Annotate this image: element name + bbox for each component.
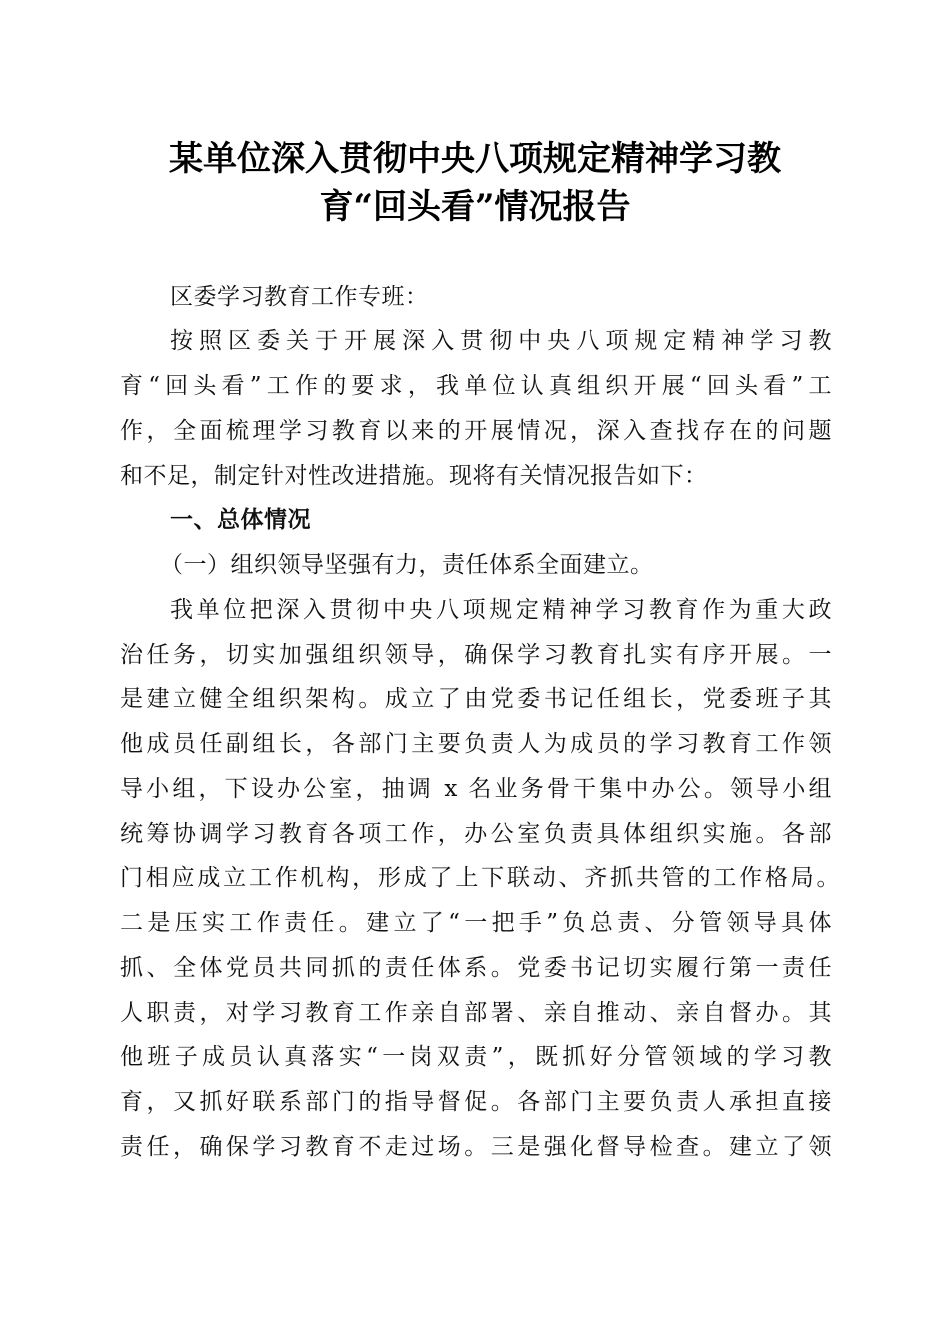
intro-line: 按照区委关于开展深入贯彻中央八项规定精神学习教 (170, 328, 832, 354)
section-heading: 一、总体情况 (170, 507, 311, 533)
document-title-line-2: 育“回头看”情况报告 (319, 187, 631, 227)
paragraph-line: 他班子成员认真落实“一岗双责”，既抓好分管领域的学习教 (120, 1044, 832, 1070)
intro-line: 作，全面梳理学习教育以来的开展情况，深入查找存在的问题 (120, 418, 832, 444)
paragraph-line: 我单位把深入贯彻中央八项规定精神学习教育作为重大政 (170, 597, 832, 623)
paragraph-line: 人职责，对学习教育工作亲自部署、亲自推动、亲自督办。其 (120, 1000, 832, 1026)
document-title-line-1: 某单位深入贯彻中央八项规定精神学习教 (169, 139, 781, 179)
subsection-heading: （一）组织领导坚强有力，责任体系全面建立。 (160, 552, 654, 578)
paragraph-line: 导小组，下设办公室，抽调 x 名业务骨干集中办公。领导小组 (120, 776, 832, 802)
paragraph-line: 育，又抓好联系部门的指导督促。各部门主要负责人承担直接 (120, 1089, 832, 1115)
paragraph-line: 门相应成立工作机构，形成了上下联动、齐抓共管的工作格局。 (120, 865, 840, 891)
paragraph-line: 他成员任副组长，各部门主要负责人为成员的学习教育工作领 (120, 731, 832, 757)
paragraph-line: 抓、全体党员共同抓的责任体系。党委书记切实履行第一责任 (120, 955, 832, 981)
paragraph-line: 二是压实工作责任。建立了“一把手”负总责、分管领导具体 (120, 910, 832, 936)
paragraph-line: 责任，确保学习教育不走过场。三是强化督导检查。建立了领 (120, 1134, 832, 1160)
paragraph-line: 统筹协调学习教育各项工作，办公室负责具体组织实施。各部 (120, 821, 832, 847)
addressee: 区委学习教育工作专班： (170, 284, 429, 310)
intro-line: 和不足，制定针对性改进措施。现将有关情况报告如下： (120, 463, 708, 489)
intro-line: 育“回头看”工作的要求，我单位认真组织开展“回头看”工 (120, 373, 832, 399)
paragraph-line: 是建立健全组织架构。成立了由党委书记任组长，党委班子其 (120, 686, 832, 712)
paragraph-line: 治任务，切实加强组织领导，确保学习教育扎实有序开展。一 (120, 642, 832, 668)
